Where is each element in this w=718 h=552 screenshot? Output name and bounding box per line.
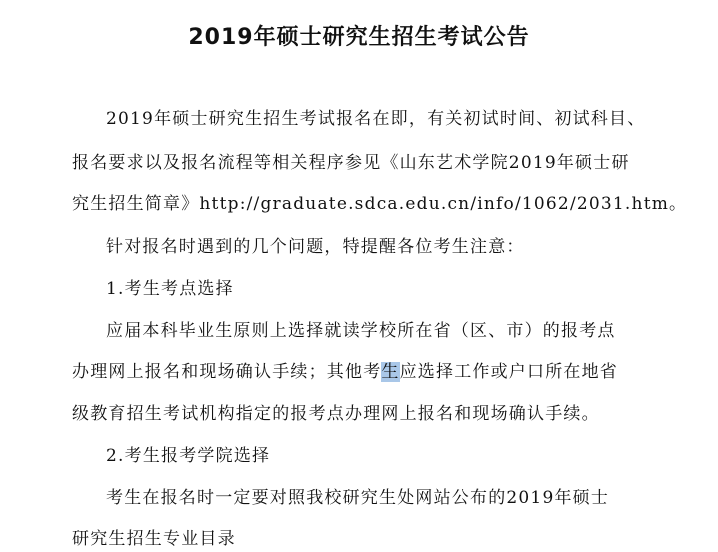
- notice-link[interactable]: 究生招生简章》http://graduate.sdca.edu.cn/info/1062/2031.htm。: [72, 194, 688, 214]
- paragraph-4-line-1: 考生在报名时一定要对照我校研究生处网站公布的2019年硕士: [106, 488, 610, 508]
- paragraph-3-line-2: [72, 361, 618, 383]
- paragraph-1-line-3: [72, 193, 687, 215]
- paragraph-1-line-1: 2019年硕士研究生招生考试报名在即，有关初试时间、初试科目、: [106, 109, 646, 129]
- paragraph-3-line-2-pre: 办理网上报名和现场确认手续；其他考: [72, 362, 382, 382]
- paragraph-4-line-2: 研究生招生专业目录: [72, 529, 236, 549]
- paragraph-3-line-2-post: 应选择工作或户口所在地省: [399, 362, 619, 382]
- paragraph-3-line-1: 应届本科毕业生原则上选择就读学校所在省（区、市）的报考点: [106, 321, 616, 341]
- paragraph-3-line-3: 级教育招生考试机构指定的报考点办理网上报名和现场确认手续。: [72, 404, 600, 424]
- paragraph-2: 针对报名时遇到的几个问题，特提醒各位考生注意：: [106, 237, 525, 257]
- section-heading-2: 2.考生报考学院选择: [106, 446, 271, 466]
- section-heading-1: 1.考生考点选择: [106, 279, 234, 299]
- paragraph-1-line-2: 报名要求以及报名流程等相关程序参见《山东艺术学院2019年硕士研: [72, 153, 630, 173]
- text-selection-highlight[interactable]: 生: [381, 362, 400, 382]
- document-title: 2019年硕士研究生招生考试公告: [188, 25, 530, 50]
